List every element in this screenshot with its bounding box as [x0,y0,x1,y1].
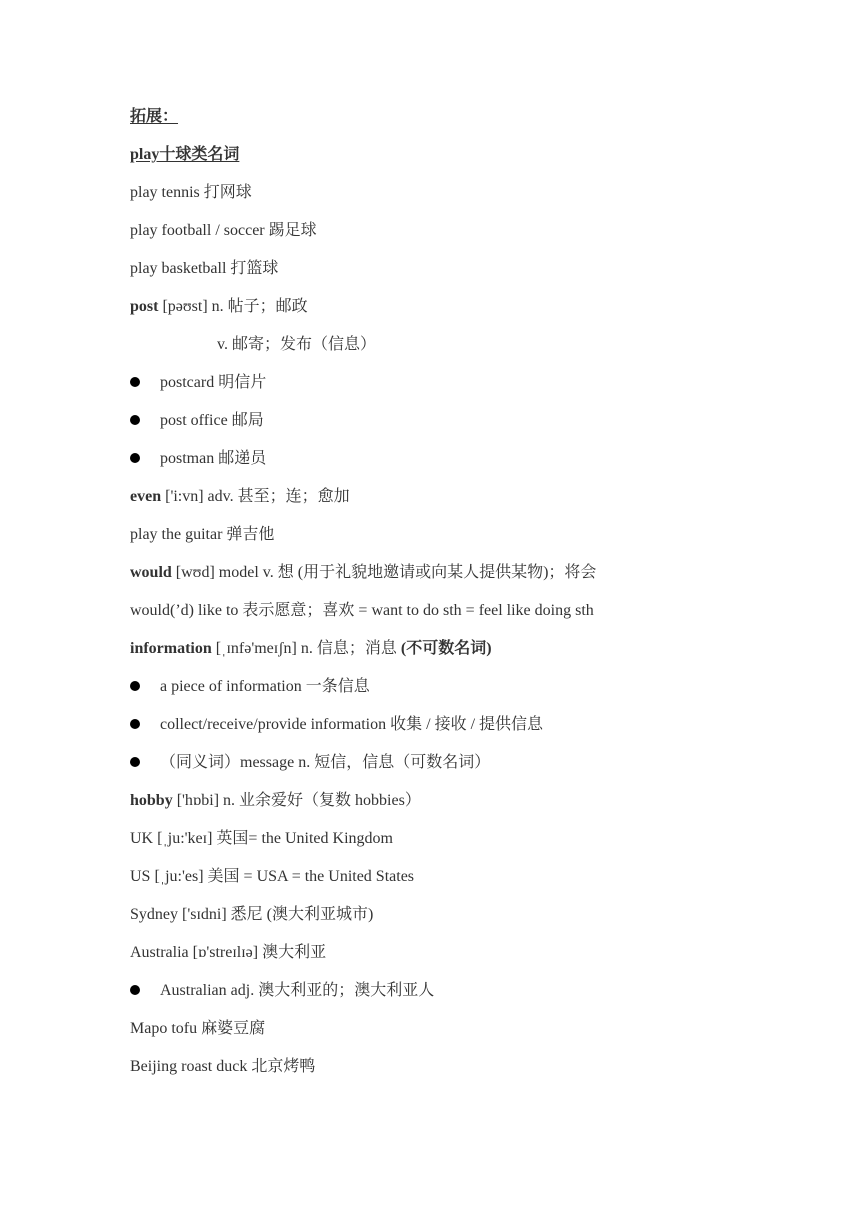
entry-play-guitar [130,523,770,547]
entry-text: （同义词）message n. 短信，信息（可数名词） [160,754,491,771]
entry-text: postman 邮递员 [160,450,267,467]
bullet-item-australian [130,979,770,1003]
entry-text: would(’d) like to 表示愿意；喜欢 = want to do sth = feel like doing sth [130,602,594,619]
entry-text: Australian adj. 澳大利亚的；澳大利亚人 [160,982,435,999]
entry-post [130,295,770,319]
entry-beijing-roast-duck [130,1055,770,1079]
entry-text: play football / soccer 踢足球 [130,222,317,239]
subheading-text: play十球类名词 [130,146,240,163]
bullet-item-collect-information [130,713,770,737]
bullet-item-postcard [130,371,770,395]
section-heading [130,105,770,129]
entry-text: post office 邮局 [160,412,264,429]
entry-text: US [ˌju:'es] 美国 = USA = the United States [130,868,415,885]
bullet-icon [130,985,140,995]
bullet-item-piece-of-information [130,675,770,699]
entry-text: Sydney ['sɪdni] 悉尼 (澳大利亚城市) [130,906,374,923]
bullet-icon [130,757,140,767]
entry-would [130,561,770,585]
entry-even [130,485,770,509]
bullet-icon [130,415,140,425]
entry-text: play tennis 打网球 [130,184,252,201]
entry-text: postcard 明信片 [160,374,267,391]
entry-text: Mapo tofu 麻婆豆腐 [130,1020,266,1037]
headword: would [130,564,172,581]
entry-would-like-to [130,599,770,623]
headword: hobby [130,792,173,809]
heading-text: 拓展： [130,108,179,125]
bullet-icon [130,681,140,691]
bullet-icon [130,453,140,463]
entry-text: [wʊd] model v. 想 (用于礼貌地邀请或向某人提供某物)；将会 [171,564,597,581]
headword: information [130,640,212,657]
entry-text: [ˌɪnfə'meɪʃn] n. 信息；消息 [211,640,401,657]
entry-text: Beijing roast duck 北京烤鸭 [130,1058,316,1075]
bullet-icon [130,377,140,387]
entry-information [130,637,770,661]
entry-text: a piece of information 一条信息 [160,678,370,695]
entry-post-verb [217,333,857,357]
entry-text: UK [ˌju:'keɪ] 英国= the United Kingdom [130,830,393,847]
bullet-item-postman [130,447,770,471]
bullet-icon [130,719,140,729]
entry-uk [130,827,770,851]
entry-mapo-tofu [130,1017,770,1041]
entry-play-football [130,219,770,243]
bullet-item-post-office [130,409,770,433]
entry-text: v. 邮寄；发布（信息） [217,336,376,353]
entry-text: play basketball 打篮球 [130,260,279,277]
entry-text: play the guitar 弹吉他 [130,526,275,543]
entry-play-tennis [130,181,770,205]
entry-australia [130,941,770,965]
uncountable-note: (不可数名词) [400,640,492,657]
entry-text: collect/receive/provide information 收集 / 接收 / 提供信息 [160,716,544,733]
entry-text: [pəʊst] n. 帖子；邮政 [158,298,308,315]
entry-play-basketball [130,257,770,281]
entry-text: ['hɒbi] n. 业余爱好（复数 hobbies） [172,792,421,809]
entry-text: ['i:vn] adv. 甚至；连；愈加 [161,488,350,505]
headword: even [130,488,162,505]
entry-us [130,865,770,889]
entry-hobby [130,789,770,813]
entry-text: Australia [ɒ'streɪlɪə] 澳大利亚 [130,944,327,961]
entry-sydney [130,903,770,927]
headword: post [130,298,159,315]
subheading-play-ball-nouns [130,143,770,167]
bullet-item-message [130,751,770,775]
